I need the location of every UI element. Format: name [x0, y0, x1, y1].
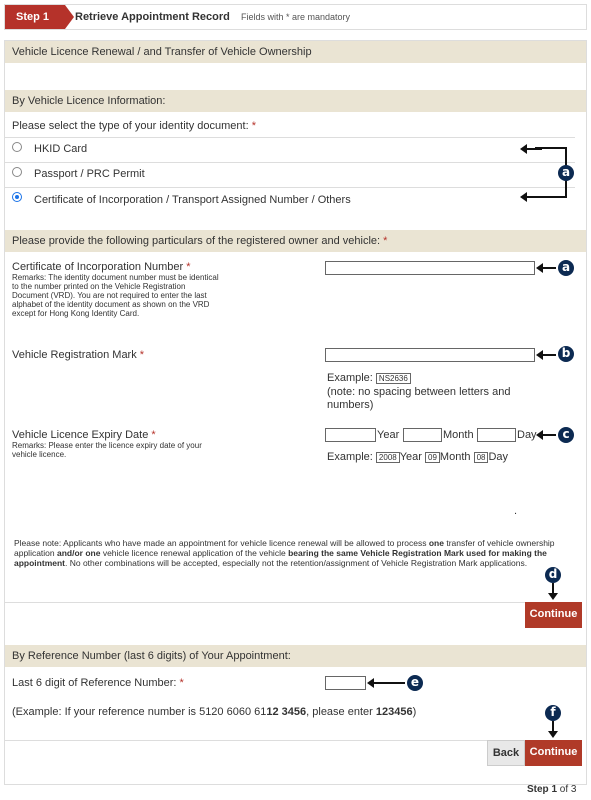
reference-number-input[interactable] — [325, 676, 366, 690]
continue-button[interactable]: Continue — [525, 602, 582, 628]
reg-mark-note: (note: no spacing between letters and numbers) — [327, 386, 511, 411]
passport-radio[interactable] — [12, 167, 22, 177]
callout-e-badge: e — [407, 675, 423, 691]
reg-mark-label: Vehicle Registration Mark * — [12, 349, 145, 361]
reference-label: Last 6 digit of Reference Number: * — [12, 677, 184, 689]
hkid-label: HKID Card — [34, 143, 88, 155]
callout-a-badge: a — [558, 165, 574, 181]
reg-mark-input[interactable] — [325, 348, 535, 362]
callout-c-badge: c — [558, 427, 574, 443]
divider — [5, 602, 525, 603]
example-year: 2008 — [376, 452, 400, 463]
reg-mark-example: Example: NS2636 — [327, 372, 411, 384]
callout-arrow — [538, 267, 556, 269]
year-label: Year — [377, 429, 400, 441]
day-label: Day — [517, 429, 537, 441]
divider — [5, 137, 575, 138]
callout-arrow — [552, 721, 554, 735]
step-footer: Step 1 of 3 — [527, 784, 577, 795]
back-button[interactable]: Back — [487, 740, 525, 766]
callout-arrow — [369, 682, 405, 684]
cert-number-input[interactable] — [325, 261, 535, 275]
step-title: Retrieve Appointment Record — [75, 11, 230, 23]
step-tag: Step 1 — [5, 5, 65, 29]
divider — [5, 162, 575, 163]
expiry-remarks: Remarks: Please enter the licence expiry date of your vehicle licence. — [12, 441, 202, 459]
continue-button-reference[interactable]: Continue — [525, 740, 582, 766]
callout-arrow — [522, 196, 542, 198]
passport-label: Passport / PRC Permit — [34, 168, 145, 180]
notice-paragraph: Please note: Applicants who have made an appointment for vehicle licence renewal will be allowed to process one transfer of vehicle ownership application and/or one vehicle licence renewal application of the vehicle bearing the same Vehicle Registration Mark used for making the appointment. No other combinations will be accepted, especially not the retention/assignment of Vehicle Registration Mark applications. — [14, 538, 555, 568]
callout-arrow — [522, 148, 542, 150]
hkid-radio[interactable] — [12, 142, 22, 152]
expiry-month-input[interactable] — [403, 428, 442, 442]
divider — [5, 740, 487, 741]
expiry-day-input[interactable] — [477, 428, 516, 442]
reg-mark-example-value: NS2636 — [376, 373, 411, 384]
form-container — [4, 40, 587, 785]
cert-remarks: Remarks: The identity document number must be identical to the number printed on the Vehicle Registration Document (VRD). You are not required to enter the last alphabet of the identity document as shown on the VRD except for Hong Kong Identity Card. — [12, 273, 219, 318]
mandatory-note: Fields with * are mandatory — [241, 12, 351, 22]
step-header — [4, 4, 587, 30]
particulars-heading: Please provide the following particulars of the registered owner and vehicle: * — [5, 230, 586, 252]
callout-b-badge: b — [558, 346, 574, 362]
month-label: Month — [443, 429, 474, 441]
callout-arrow — [538, 434, 556, 436]
expiry-example: Example: 2008 Year 09 Month 08 Day — [327, 451, 509, 463]
divider — [5, 187, 575, 188]
expiry-date-label: Vehicle Licence Expiry Date * — [12, 429, 156, 441]
callout-arrow — [538, 354, 556, 356]
stray-dot: . — [514, 505, 518, 517]
callout-d-badge: d — [545, 567, 561, 583]
reference-section-heading: By Reference Number (last 6 digits) of Your Appointment: — [5, 645, 586, 667]
page-header: Vehicle Licence Renewal / and Transfer of Vehicle Ownership — [5, 41, 586, 63]
cert-number-label: Certificate of Incorporation Number * — [12, 261, 191, 273]
example-day: 08 — [474, 452, 489, 463]
reference-example: (Example: If your reference number is 5120 6060 6112 3456, please enter 123456) — [12, 706, 417, 718]
certificate-label: Certificate of Incorporation / Transport Assigned Number / Others — [34, 194, 351, 206]
certificate-radio[interactable] — [12, 192, 22, 202]
callout-f-badge: f — [545, 705, 561, 721]
licence-section-heading: By Vehicle Licence Information: — [5, 90, 586, 112]
example-month: 09 — [425, 452, 440, 463]
callout-a-badge: a — [558, 260, 574, 276]
callout-arrow — [552, 583, 554, 597]
expiry-year-input[interactable] — [325, 428, 376, 442]
id-type-prompt: Please select the type of your identity document: * — [12, 120, 256, 132]
